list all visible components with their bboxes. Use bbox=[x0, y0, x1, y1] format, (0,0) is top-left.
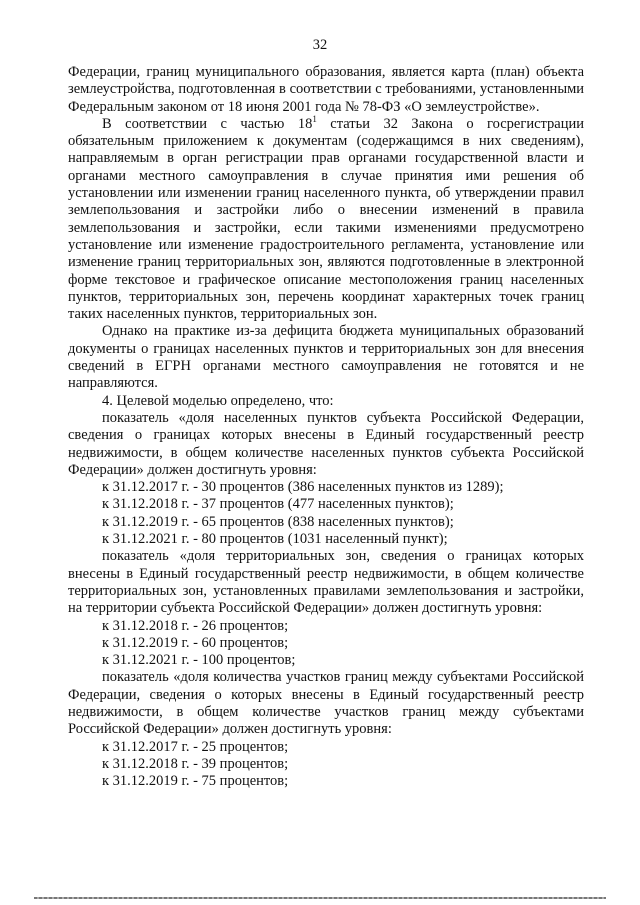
paragraph: показатель «доля населенных пунктов субъекта Российской Федерации, сведения о границах которых внесены в Единый государственный реестр недвижимости, в общем количестве населенных пунктов субъекта Российской Федерации» должен достигнуть уровня: bbox=[68, 409, 584, 478]
paragraph: Однако на практике из-за дефицита бюджета муниципальных образований документы о границах населенных пунктов и территориальных зон для внесения сведений в ЕГРН органами местного самоуправления не готовятся и не направляются. bbox=[68, 323, 584, 392]
list-item: к 31.12.2018 г. - 37 процентов (477 населенных пунктов); bbox=[102, 496, 454, 513]
list-item: к 31.12.2019 г. - 75 процентов; bbox=[102, 773, 289, 790]
page-number: 32 bbox=[312, 37, 328, 53]
list-item: к 31.12.2018 г. - 26 процентов; bbox=[102, 617, 289, 634]
scan-edge-line bbox=[34, 897, 606, 899]
paragraph bbox=[68, 113, 584, 324]
list-item: к 31.12.2017 г. - 25 процентов; bbox=[102, 738, 289, 755]
paragraph: показатель «доля территориальных зон, сведения о границах которых внесены в Единый государственный реестр недвижимости, в общем количестве территориальных зон, установленных правилами землепользования и застройки, на территории субъекта Российской Федерации» должен достигнуть уровня: bbox=[68, 548, 584, 617]
list-item: к 31.12.2021 г. - 80 процентов (1031 населенный пункт); bbox=[102, 531, 448, 548]
document-body bbox=[68, 64, 584, 790]
paragraph: 4. Целевой моделью определено, что: bbox=[102, 392, 334, 409]
list-item: к 31.12.2021 г. - 100 процентов; bbox=[102, 652, 296, 669]
list-item: к 31.12.2018 г. - 39 процентов; bbox=[102, 755, 289, 772]
paragraph-text: В соответствии с частью 18 bbox=[102, 115, 313, 132]
paragraph: показатель «доля количества участков границ между субъектами Российской Федерации, сведения о которых внесены в Единый государственный реестр недвижимости, в общем количестве участков границ между субъектами Российской Федерации» должен достигнуть уровня: bbox=[68, 669, 584, 738]
list-item: к 31.12.2017 г. - 30 процентов (386 населенных пунктов из 1289); bbox=[102, 479, 504, 496]
list-item: к 31.12.2019 г. - 65 процентов (838 населенных пунктов); bbox=[102, 513, 454, 530]
list-item: к 31.12.2019 г. - 60 процентов; bbox=[102, 634, 289, 651]
paragraph-text: статьи 32 Закона о госрегистрации обязательным приложением к документам (содержащимся в них сведениям), направляемым в орган регистрации прав органами государственной власти и органами местного самоуправления в случае принятия ими решения об установлении или изменении границ населенного пункта, об утверждении правил землепользования и застройки либо о внесении изменений в правила землепользования и застройки, если такими изменениями предусмотрено установление или изменение градостроительного регламента, установление или изменение границ территориальных зон, являются подготовленные в электронной форме текстовое и графическое описание местоположения границ населенных пунктов, территориальных зон, перечень координат характерных точек границ таких населенных пунктов, территориальных зон. bbox=[68, 115, 584, 323]
superscript: 1 bbox=[312, 113, 317, 124]
paragraph: Федерации, границ муниципального образования, является карта (план) объекта землеустройства, подготовленная в соответствии с требованиями, установленными Федеральным законом от 18 июня 2001 года № 78-ФЗ «О землеустройстве». bbox=[68, 64, 584, 115]
